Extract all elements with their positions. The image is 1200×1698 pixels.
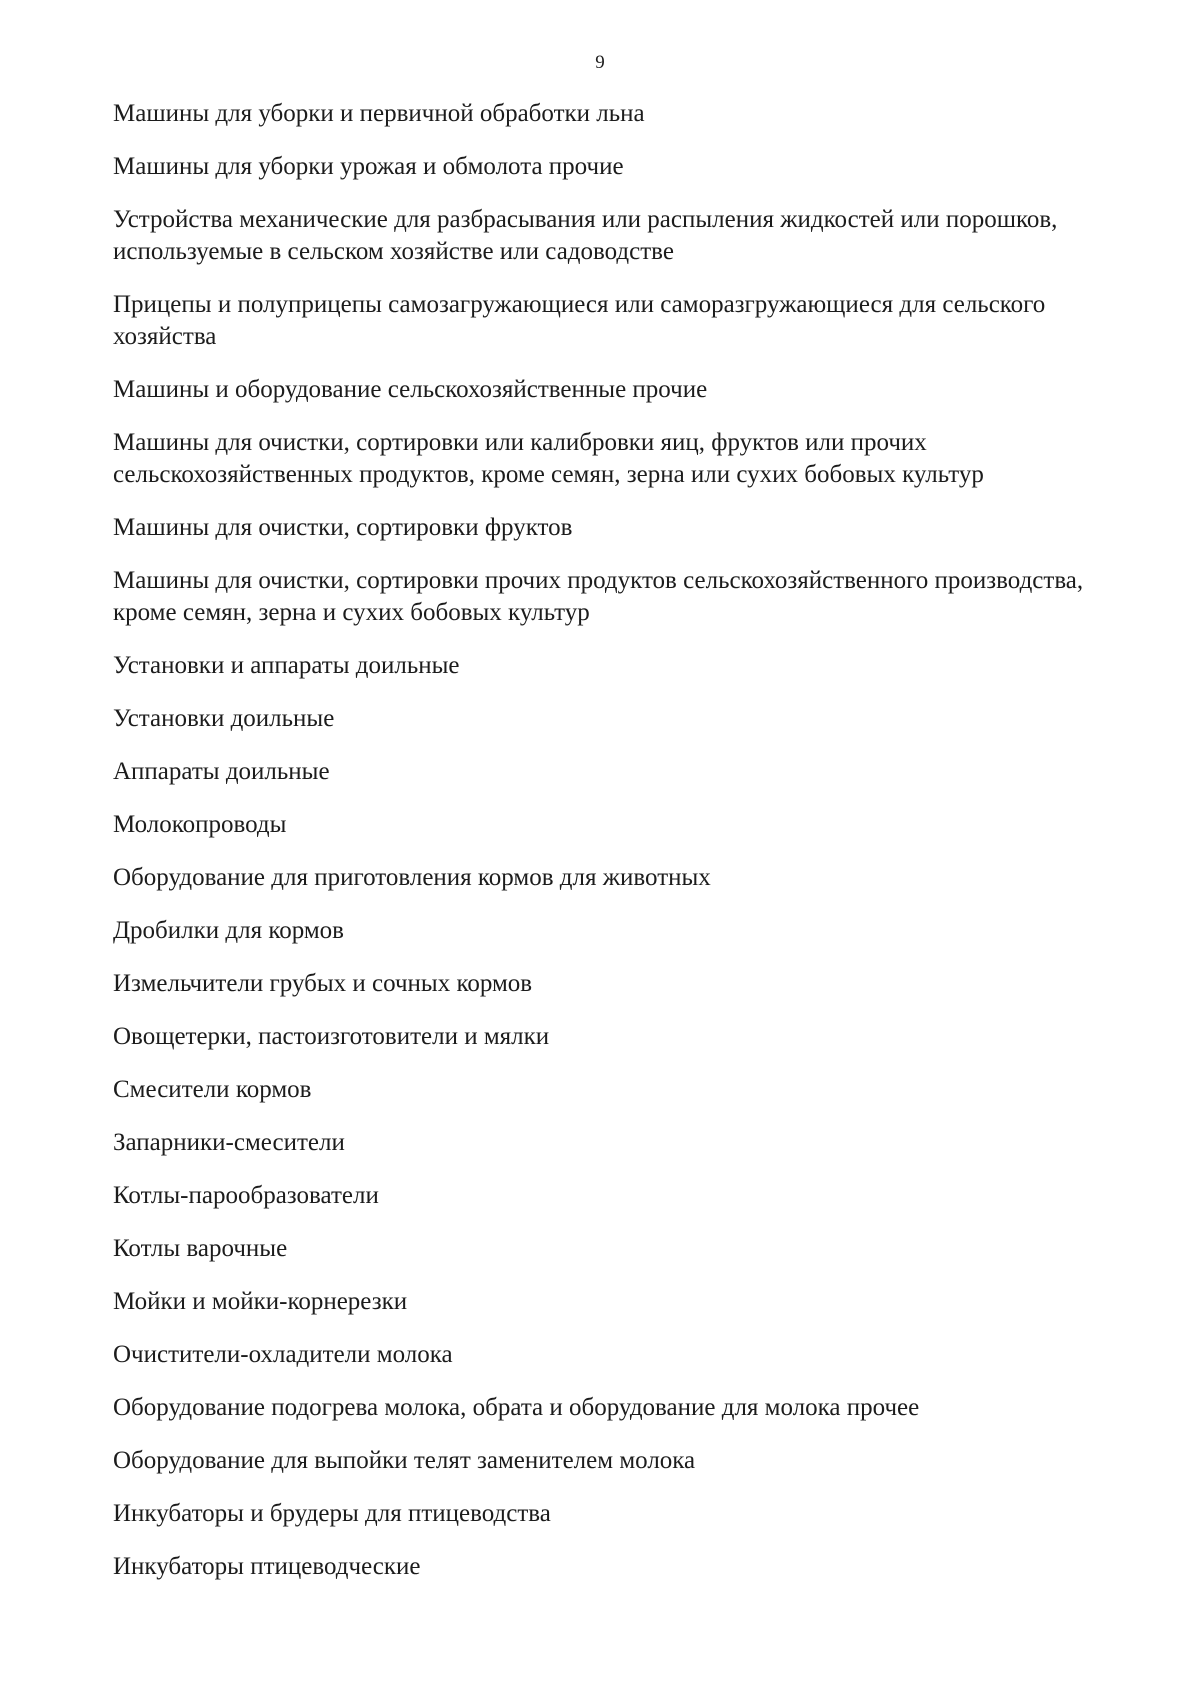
list-item: Оборудование подогрева молока, обрата и оборудование для молока прочее [113, 1394, 920, 1421]
list-item: Аппараты доильные [113, 758, 330, 785]
list-item: Инкубаторы птицеводческие [113, 1553, 421, 1580]
list-item: Машины для уборки урожая и обмолота прочие [113, 153, 624, 180]
list-item: Очистители-охладители молока [113, 1341, 453, 1368]
list-item: Машины для очистки, сортировки прочих продуктов сельскохозяйственного производства, кроме семян, зерна и сухих бобовых культур [113, 567, 1084, 626]
list-item: Запарники-смесители [113, 1129, 345, 1156]
list-item: Установки доильные [113, 705, 335, 732]
list-item: Прицепы и полуприцепы самозагружающиеся или саморазгружающиеся для сельского хозяйства [113, 291, 1046, 350]
list-item: Котлы варочные [113, 1235, 288, 1262]
list-item: Оборудование для выпойки телят заменителем молока [113, 1447, 696, 1474]
list-item: Машины для уборки и первичной обработки льна [113, 100, 645, 127]
list-item: Оборудование для приготовления кормов для животных [113, 864, 711, 891]
list-item: Машины для очистки, сортировки или калибровки яиц, фруктов или прочих сельскохозяйственных продуктов, кроме семян, зерна или сухих бобовых культур [113, 429, 984, 488]
list-item: Инкубаторы и брудеры для птицеводства [113, 1500, 551, 1527]
list-item: Дробилки для кормов [113, 917, 344, 944]
equipment-list [113, 98, 1123, 1604]
list-item: Машины и оборудование сельскохозяйственные прочие [113, 376, 708, 403]
list-item: Установки и аппараты доильные [113, 652, 460, 679]
list-item: Смесители кормов [113, 1076, 312, 1103]
list-item: Устройства механические для разбрасывания или распыления жидкостей или порошков, используемые в сельском хозяйстве или садоводстве [113, 206, 1058, 265]
list-item: Машины для очистки, сортировки фруктов [113, 514, 573, 541]
list-item: Молокопроводы [113, 811, 287, 838]
list-item: Измельчители грубых и сочных кормов [113, 970, 533, 997]
list-item: Овощетерки, пастоизготовители и мялки [113, 1023, 550, 1050]
page-number: 9 [595, 52, 605, 73]
list-item: Мойки и мойки-корнерезки [113, 1288, 408, 1315]
list-item: Котлы-парообразователи [113, 1182, 379, 1209]
